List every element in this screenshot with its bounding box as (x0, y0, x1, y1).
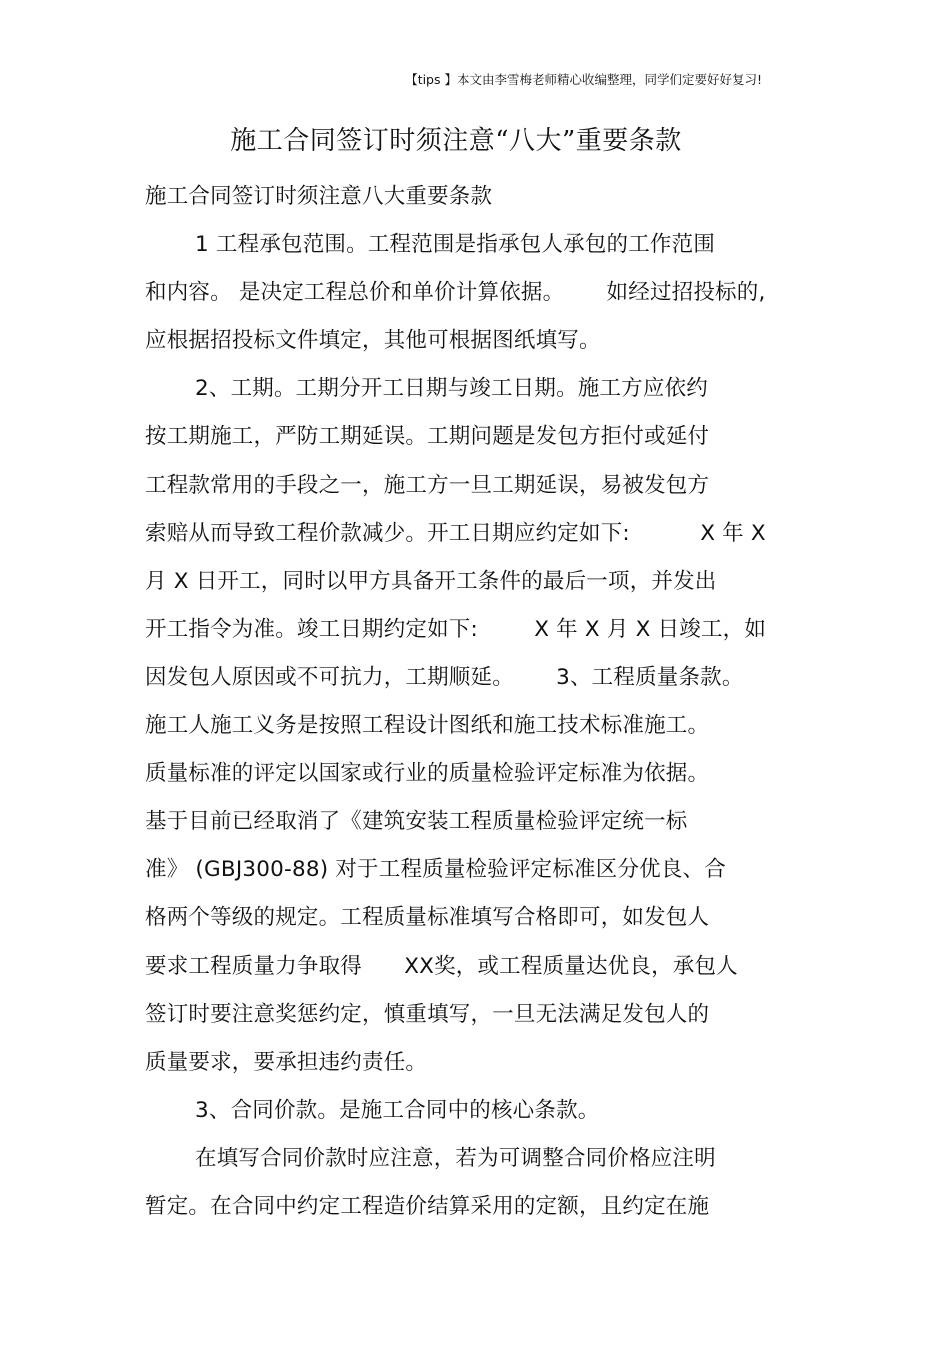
paragraph-line: 和内容。 是决定工程总价和单价计算依据。 如经过招投标的, (145, 280, 766, 306)
paragraph-line: 施工人施工义务是按照工程设计图纸和施工技术标准施工。 (145, 713, 710, 739)
paragraph-line: 索赔从而导致工程价款减少。开工日期应约定如下: X 年 X (145, 520, 766, 546)
paragraph-line: 因发包人原因或不可抗力，工期顺延。 3、工程质量条款。 (145, 664, 744, 690)
document-body (145, 177, 805, 1235)
paragraph-line: 签订时要注意奖惩约定，慎重填写，一旦无法满足发包人的 (145, 1001, 710, 1027)
subtitle-line: 施工合同签订时须注意八大重要条款 (145, 184, 493, 209)
paragraph-line: 月 X 日开工，同时以甲方具备开工条件的最后一项，并发出 (145, 568, 717, 594)
paragraph-line: 3、合同价款。是施工合同中的核心条款。 (195, 1097, 600, 1123)
paragraph-line: 2、工期。工期分开工日期与竣工日期。施工方应依约 (195, 376, 708, 402)
paragraph-line: 质量标准的评定以国家或行业的质量检验评定标准为依据。 (145, 761, 710, 787)
paragraph-line: 格两个等级的规定。工程质量标准填写合格即可，如发包人 (145, 905, 710, 931)
paragraph-line: 应根据招投标文件填定，其他可根据图纸填写。 (145, 328, 601, 354)
paragraph-line: 暂定。在合同中约定工程造价结算采用的定额，且约定在施 (145, 1193, 710, 1219)
document-title: 施工合同签订时须注意“八大”重要条款 (230, 126, 682, 156)
paragraph-line: 基于目前已经取消了《建筑安装工程质量检验评定统一标 (145, 809, 688, 835)
paragraph-line: 质量要求，要承担违约责任。 (145, 1049, 428, 1075)
paragraph-line: 1 工程承包范围。工程范围是指承包人承包的工作范围 (195, 232, 716, 258)
paragraph-line: 工程款常用的手段之一，施工方一旦工期延误，易被发包方 (145, 472, 710, 498)
paragraph-line: 要求工程质量力争取得 XX奖，或工程质量达优良，承包人 (145, 953, 738, 979)
paragraph-line: 按工期施工，严防工期延误。工期问题是发包方拒付或延付 (145, 424, 710, 450)
header-tips: 【tips 】本文由李雪梅老师精心收编整理，同学们定要好好复习! (405, 72, 762, 87)
paragraph-line: 开工指令为准。竣工日期约定如下: X 年 X 月 X 日竣工，如 (145, 616, 767, 642)
paragraph-line: 准》 (GBJ300-88) 对于工程质量检验评定标准区分优良、合 (145, 857, 726, 883)
paragraph-line: 在填写合同价款时应注意，若为可调整合同价格应注明 (195, 1145, 716, 1171)
